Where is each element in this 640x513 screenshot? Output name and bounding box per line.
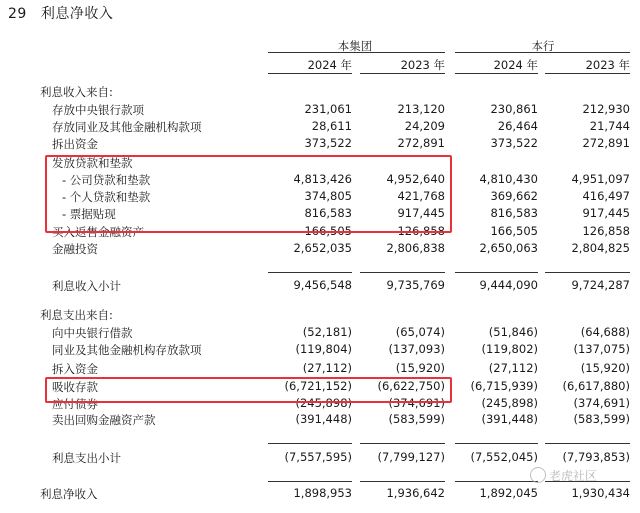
year-underline (455, 73, 538, 74)
cell-value: (119,804) (295, 342, 352, 356)
cell-value: 1,892,045 (479, 486, 538, 500)
subtotal-rule (360, 272, 445, 273)
year-underline (360, 73, 445, 74)
cell-value: (583,599) (573, 412, 630, 426)
cell-value: 816,583 (490, 206, 538, 220)
cell-value: (374,691) (388, 396, 445, 410)
table-row (0, 102, 640, 118)
cell-value: 1,936,642 (386, 486, 445, 500)
cell-value: 213,120 (397, 102, 445, 116)
cell-value: 816,583 (304, 206, 352, 220)
cell-value: (137,075) (573, 342, 630, 356)
row-label: 利息支出小计 (52, 451, 121, 465)
row-label: 吸收存款 (52, 380, 98, 394)
subtotal-rule (455, 272, 538, 273)
subtotal-rule (268, 443, 352, 444)
cell-value: 4,810,430 (479, 172, 538, 186)
year-header: 2023 年 (400, 58, 445, 72)
table-row (0, 84, 640, 100)
cell-value: (52,181) (302, 325, 352, 339)
cell-value: 2,806,838 (386, 241, 445, 255)
section-title: 利息净收入 (40, 6, 114, 22)
table-row (0, 325, 640, 341)
cell-value: (15,920) (580, 361, 630, 375)
row-label: - 个人贷款和垫款 (62, 190, 151, 204)
row-label: 利息支出来自: (40, 308, 113, 322)
section-number: 29 (8, 6, 27, 22)
cell-value: (7,557,595) (284, 450, 352, 464)
cell-value: 9,444,090 (479, 278, 538, 292)
table-row (0, 342, 640, 358)
cell-value: (27,112) (488, 361, 538, 375)
cell-value: (374,691) (573, 396, 630, 410)
row-label: 金融投资 (52, 242, 98, 256)
subtotal-rule (360, 443, 445, 444)
cell-value: (51,846) (488, 325, 538, 339)
table-row (0, 361, 640, 377)
subtotal-rule (545, 272, 630, 273)
table-row (0, 486, 640, 502)
cell-value: 272,891 (582, 136, 630, 150)
row-label: 买入返售金融资产 (52, 225, 144, 239)
cell-value: 231,061 (304, 102, 352, 116)
cell-value: (137,093) (388, 342, 445, 356)
row-label: 存放中央银行款项 (52, 103, 144, 117)
watermark-text: 老虎社区 (549, 469, 598, 483)
group-underline (268, 52, 445, 53)
row-label: 存放同业及其他金融机构款项 (52, 120, 202, 134)
group-header-bank: 本行 (531, 39, 555, 53)
cell-value: 212,930 (582, 102, 630, 116)
cell-value: 2,652,035 (293, 241, 352, 255)
table-row (0, 278, 640, 294)
cell-value: 9,456,548 (293, 278, 352, 292)
community-logo-icon (530, 467, 546, 483)
highlight-deposits-box (45, 377, 452, 403)
table-row (0, 136, 640, 152)
total-rule (455, 481, 538, 482)
cell-value: 374,805 (304, 189, 352, 203)
cell-value: (6,715,939) (470, 379, 538, 393)
cell-value: 126,858 (397, 224, 445, 238)
cell-value: (15,920) (395, 361, 445, 375)
cell-value: (6,617,880) (562, 379, 630, 393)
cell-value: 230,861 (490, 102, 538, 116)
cell-value: 166,505 (490, 224, 538, 238)
cell-value: (391,448) (295, 412, 352, 426)
cell-value: 272,891 (397, 136, 445, 150)
table-row (0, 307, 640, 323)
cell-value: (64,688) (580, 325, 630, 339)
year-header: 2024 年 (493, 58, 538, 72)
cell-value: (65,074) (395, 325, 445, 339)
cell-value: 126,858 (582, 224, 630, 238)
cell-value: 917,445 (582, 206, 630, 220)
watermark (530, 467, 597, 484)
row-label: - 公司贷款和垫款 (62, 173, 151, 187)
group-underline (455, 52, 630, 53)
cell-value: 421,768 (397, 189, 445, 203)
cell-value: 28,611 (311, 119, 352, 133)
cell-value: (583,599) (388, 412, 445, 426)
cell-value: 373,522 (304, 136, 352, 150)
row-label: 发放贷款和垫款 (52, 156, 133, 170)
cell-value: (6,622,750) (377, 379, 445, 393)
total-rule (360, 481, 445, 482)
year-underline (545, 73, 630, 74)
cell-value: 4,813,426 (293, 172, 352, 186)
cell-value: 373,522 (490, 136, 538, 150)
table-row (0, 241, 640, 257)
cell-value: 4,951,097 (571, 172, 630, 186)
total-rule (268, 481, 352, 482)
row-label: 拆出资金 (52, 137, 98, 151)
cell-value: 24,209 (404, 119, 445, 133)
cell-value: (245,898) (481, 396, 538, 410)
year-header: 2023 年 (585, 58, 630, 72)
subtotal-rule (455, 443, 538, 444)
highlight-loans-box (45, 155, 452, 233)
cell-value: 2,650,063 (479, 241, 538, 255)
cell-value: (7,793,853) (562, 450, 630, 464)
year-header: 2024 年 (307, 58, 352, 72)
cell-value: (6,721,152) (284, 379, 352, 393)
cell-value: 917,445 (397, 206, 445, 220)
cell-value: (119,802) (481, 342, 538, 356)
cell-value: 9,735,769 (386, 278, 445, 292)
group-header-group: 本集团 (337, 39, 373, 53)
cell-value: (7,799,127) (377, 450, 445, 464)
cell-value: 26,464 (497, 119, 538, 133)
cell-value: 9,724,287 (571, 278, 630, 292)
subtotal-rule (545, 443, 630, 444)
table-row (0, 412, 640, 428)
cell-value: 416,497 (582, 189, 630, 203)
cell-value: 1,898,953 (293, 486, 352, 500)
cell-value: (7,552,045) (470, 450, 538, 464)
cell-value: 166,505 (304, 224, 352, 238)
row-label: 利息净收入 (40, 487, 98, 501)
cell-value: 4,952,640 (386, 172, 445, 186)
section-heading (8, 3, 113, 23)
row-label: 卖出回购金融资产款 (52, 413, 156, 427)
year-underline (268, 73, 352, 74)
row-label: 同业及其他金融机构存放款项 (52, 343, 202, 357)
cell-value: (391,448) (481, 412, 538, 426)
row-label: 利息收入来自: (40, 85, 113, 99)
subtotal-rule (268, 272, 352, 273)
row-label: 利息收入小计 (52, 279, 121, 293)
table-row (0, 119, 640, 135)
table-row (0, 450, 640, 466)
row-label: 拆入资金 (52, 362, 98, 376)
row-label: - 票据贴现 (62, 207, 116, 221)
cell-value: (27,112) (302, 361, 352, 375)
cell-value: 1,930,434 (571, 486, 630, 500)
cell-value: 2,804,825 (571, 241, 630, 255)
cell-value: (245,898) (295, 396, 352, 410)
row-label: 应付债券 (52, 397, 98, 411)
cell-value: 369,662 (490, 189, 538, 203)
cell-value: 21,744 (589, 119, 630, 133)
row-label: 向中央银行借款 (52, 326, 133, 340)
